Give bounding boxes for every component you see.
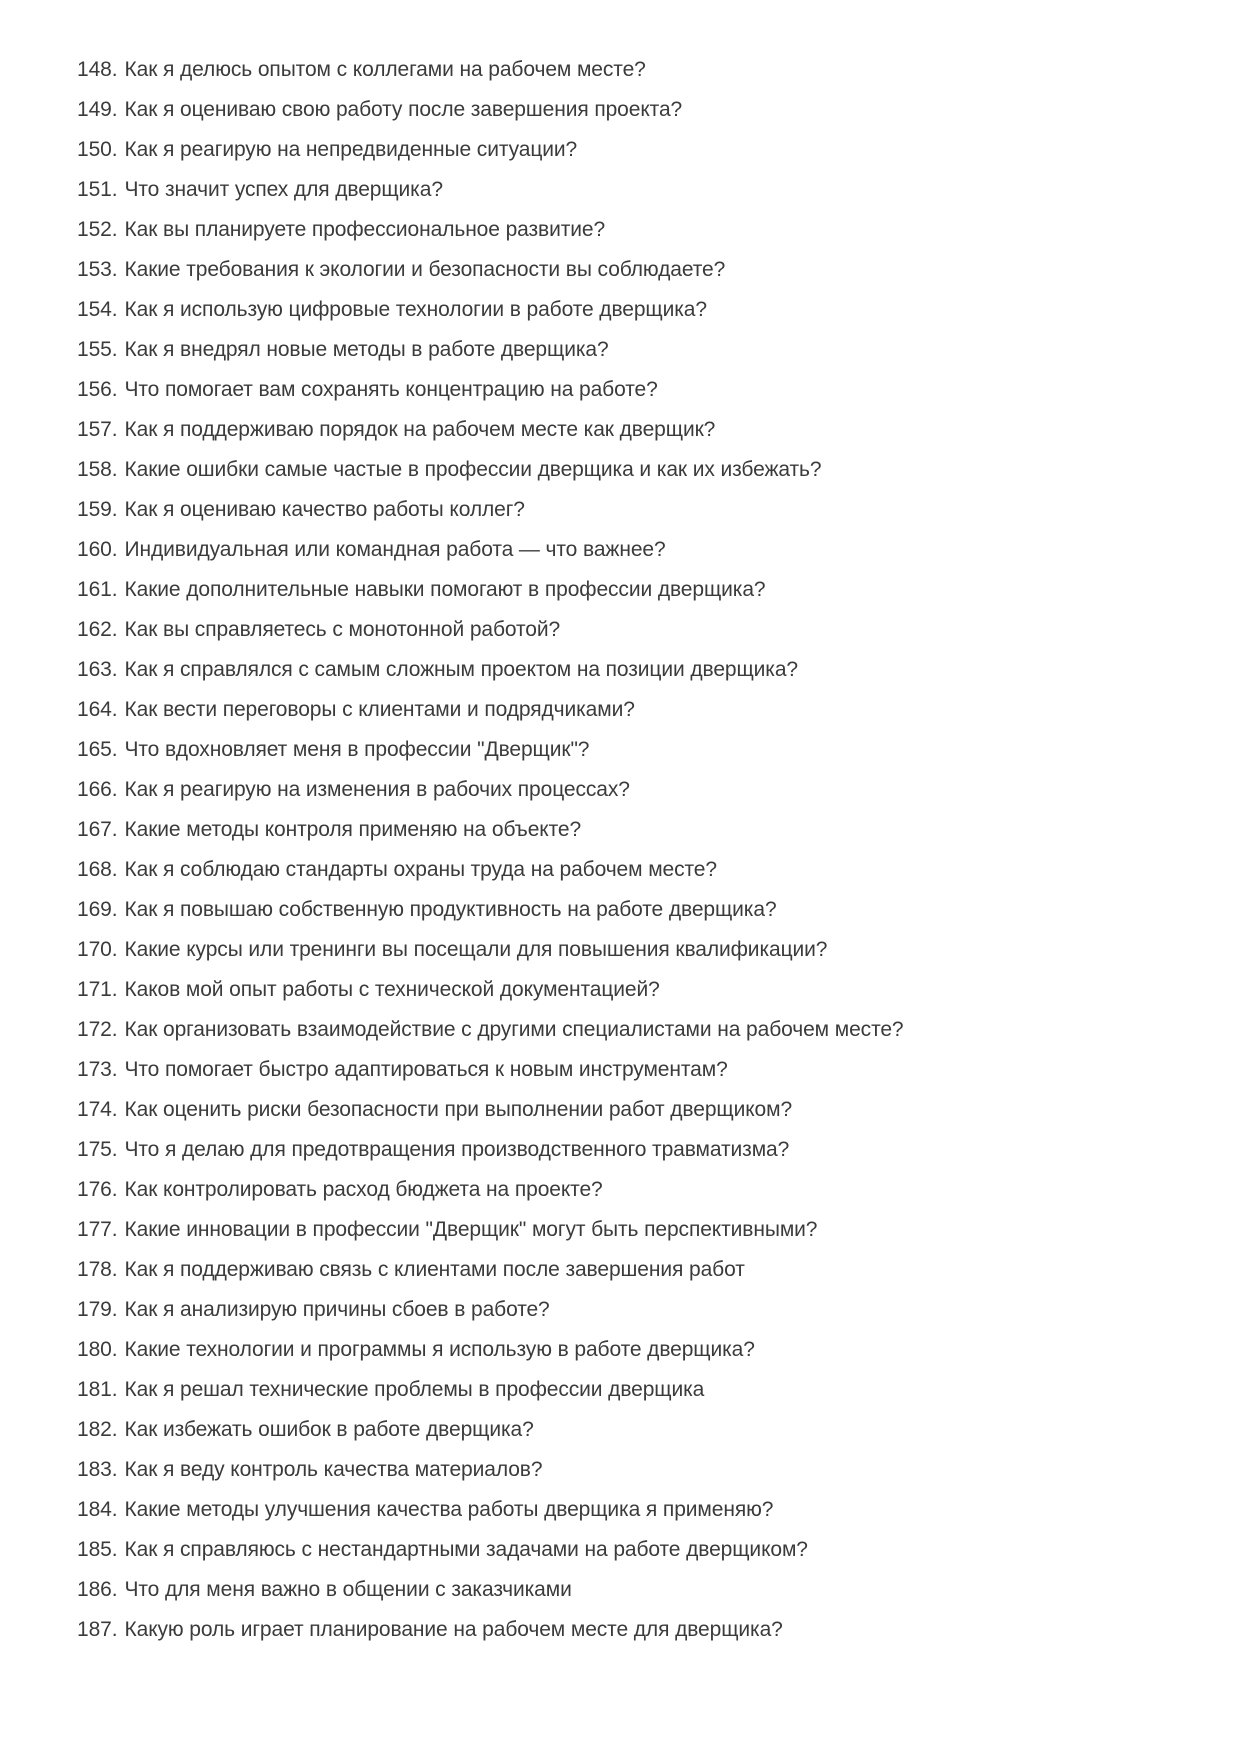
list-item xyxy=(77,290,1209,330)
list-item xyxy=(77,1450,1209,1490)
item-text: Что помогает быстро адаптироваться к новым инструментам? xyxy=(124,1058,728,1081)
list-item xyxy=(77,450,1209,490)
item-text: Какие дополнительные навыки помогают в профессии дверщика? xyxy=(124,578,766,601)
item-text: Как вести переговоры с клиентами и подрядчиками? xyxy=(124,698,635,721)
item-text: Каков мой опыт работы с технической документацией? xyxy=(124,978,660,1001)
item-text: Какие требования к экологии и безопасности вы соблюдаете? xyxy=(124,258,726,281)
item-number: 183. xyxy=(77,1458,118,1481)
item-text: Что вдохновляет меня в профессии "Дверщик"? xyxy=(124,738,590,761)
list-item xyxy=(77,850,1209,890)
item-number: 180. xyxy=(77,1338,118,1361)
list-item xyxy=(77,810,1209,850)
item-number: 170. xyxy=(77,938,118,961)
item-text: Как я реагирую на изменения в рабочих процессах? xyxy=(124,778,630,801)
list-item xyxy=(77,1170,1209,1210)
list-item xyxy=(77,250,1209,290)
item-text: Что я делаю для предотвращения производственного травматизма? xyxy=(124,1138,790,1161)
item-text: Какие инновации в профессии "Дверщик" могут быть перспективными? xyxy=(124,1218,818,1241)
item-number: 173. xyxy=(77,1058,118,1081)
question-list xyxy=(77,50,1209,1650)
item-number: 171. xyxy=(77,978,118,1001)
item-text: Как я справлялся с самым сложным проектом на позиции дверщика? xyxy=(124,658,798,681)
list-item xyxy=(77,1290,1209,1330)
list-item xyxy=(77,610,1209,650)
list-item xyxy=(77,690,1209,730)
item-text: Что помогает вам сохранять концентрацию на работе? xyxy=(124,378,658,401)
list-item xyxy=(77,1330,1209,1370)
list-item xyxy=(77,130,1209,170)
item-number: 163. xyxy=(77,658,118,681)
list-item xyxy=(77,170,1209,210)
list-item xyxy=(77,50,1209,90)
item-number: 159. xyxy=(77,498,118,521)
item-text: Как я поддерживаю порядок на рабочем месте как дверщик? xyxy=(124,418,716,441)
list-item xyxy=(77,1010,1209,1050)
item-text: Как я поддерживаю связь с клиентами после завершения работ xyxy=(124,1258,745,1281)
list-item xyxy=(77,370,1209,410)
item-number: 167. xyxy=(77,818,118,841)
item-text: Как организовать взаимодействие с другими специалистами на рабочем месте? xyxy=(124,1018,904,1041)
item-number: 169. xyxy=(77,898,118,921)
item-text: Как я веду контроль качества материалов? xyxy=(124,1458,543,1481)
item-text: Как я решал технические проблемы в профессии дверщика xyxy=(124,1378,705,1401)
list-item xyxy=(77,1370,1209,1410)
item-text: Как вы справляетесь с монотонной работой? xyxy=(124,618,561,641)
list-item xyxy=(77,530,1209,570)
item-text: Как я внедрял новые методы в работе дверщика? xyxy=(124,338,609,361)
item-number: 156. xyxy=(77,378,118,401)
item-text: Как оценить риски безопасности при выполнении работ дверщиком? xyxy=(124,1098,793,1121)
list-item xyxy=(77,210,1209,250)
item-number: 164. xyxy=(77,698,118,721)
item-text: Какие методы улучшения качества работы дверщика я применяю? xyxy=(124,1498,774,1521)
item-number: 166. xyxy=(77,778,118,801)
item-text: Как я анализирую причины сбоев в работе? xyxy=(124,1298,550,1321)
list-item xyxy=(77,1490,1209,1530)
item-number: 168. xyxy=(77,858,118,881)
list-item xyxy=(77,410,1209,450)
item-text: Как я соблюдаю стандарты охраны труда на рабочем месте? xyxy=(124,858,717,881)
item-text: Как я использую цифровые технологии в работе дверщика? xyxy=(124,298,707,321)
list-item xyxy=(77,1570,1209,1610)
list-item xyxy=(77,1130,1209,1170)
item-text: Как я повышаю собственную продуктивность на работе дверщика? xyxy=(124,898,777,921)
list-item xyxy=(77,650,1209,690)
item-number: 165. xyxy=(77,738,118,761)
item-text: Как я оцениваю свою работу после завершения проекта? xyxy=(124,98,683,121)
item-number: 177. xyxy=(77,1218,118,1241)
item-text: Какие курсы или тренинги вы посещали для повышения квалификации? xyxy=(124,938,828,961)
list-item xyxy=(77,1250,1209,1290)
item-text: Как я реагирую на непредвиденные ситуации? xyxy=(124,138,578,161)
item-text: Какую роль играет планирование на рабочем месте для дверщика? xyxy=(124,1618,783,1641)
item-number: 181. xyxy=(77,1378,118,1401)
list-item xyxy=(77,90,1209,130)
list-item xyxy=(77,1210,1209,1250)
item-text: Что значит успех для дверщика? xyxy=(124,178,443,201)
list-item xyxy=(77,1410,1209,1450)
list-item xyxy=(77,770,1209,810)
item-number: 175. xyxy=(77,1138,118,1161)
item-number: 155. xyxy=(77,338,118,361)
item-number: 174. xyxy=(77,1098,118,1121)
list-item xyxy=(77,930,1209,970)
item-text: Как я делюсь опытом с коллегами на рабочем месте? xyxy=(124,58,646,81)
list-item xyxy=(77,570,1209,610)
list-item xyxy=(77,330,1209,370)
item-text: Как я оцениваю качество работы коллег? xyxy=(124,498,525,521)
item-number: 157. xyxy=(77,418,118,441)
list-item xyxy=(77,970,1209,1010)
item-number: 154. xyxy=(77,298,118,321)
item-number: 172. xyxy=(77,1018,118,1041)
item-number: 162. xyxy=(77,618,118,641)
list-item xyxy=(77,1090,1209,1130)
item-number: 161. xyxy=(77,578,118,601)
item-number: 153. xyxy=(77,258,118,281)
item-number: 150. xyxy=(77,138,118,161)
item-text: Какие технологии и программы я использую в работе дверщика? xyxy=(124,1338,755,1361)
item-number: 149. xyxy=(77,98,118,121)
item-number: 178. xyxy=(77,1258,118,1281)
item-text: Какие ошибки самые частые в профессии дверщика и как их избежать? xyxy=(124,458,822,481)
item-number: 151. xyxy=(77,178,118,201)
list-item xyxy=(77,1610,1209,1650)
item-number: 187. xyxy=(77,1618,118,1641)
item-text: Как вы планируете профессиональное развитие? xyxy=(124,218,606,241)
list-item xyxy=(77,1530,1209,1570)
item-number: 184. xyxy=(77,1498,118,1521)
list-item xyxy=(77,730,1209,770)
item-number: 148. xyxy=(77,58,118,81)
item-number: 182. xyxy=(77,1418,118,1441)
item-number: 158. xyxy=(77,458,118,481)
list-item xyxy=(77,890,1209,930)
item-number: 176. xyxy=(77,1178,118,1201)
item-number: 186. xyxy=(77,1578,118,1601)
item-number: 185. xyxy=(77,1538,118,1561)
list-item xyxy=(77,490,1209,530)
item-text: Что для меня важно в общении с заказчиками xyxy=(124,1578,572,1601)
item-text: Как я справляюсь с нестандартными задачами на работе дверщиком? xyxy=(124,1538,808,1561)
item-number: 179. xyxy=(77,1298,118,1321)
item-text: Какие методы контроля применяю на объекте? xyxy=(124,818,582,841)
item-number: 152. xyxy=(77,218,118,241)
list-item xyxy=(77,1050,1209,1090)
item-text: Индивидуальная или командная работа — что важнее? xyxy=(124,538,666,561)
item-number: 160. xyxy=(77,538,118,561)
item-text: Как избежать ошибок в работе дверщика? xyxy=(124,1418,534,1441)
item-text: Как контролировать расход бюджета на проекте? xyxy=(124,1178,603,1201)
